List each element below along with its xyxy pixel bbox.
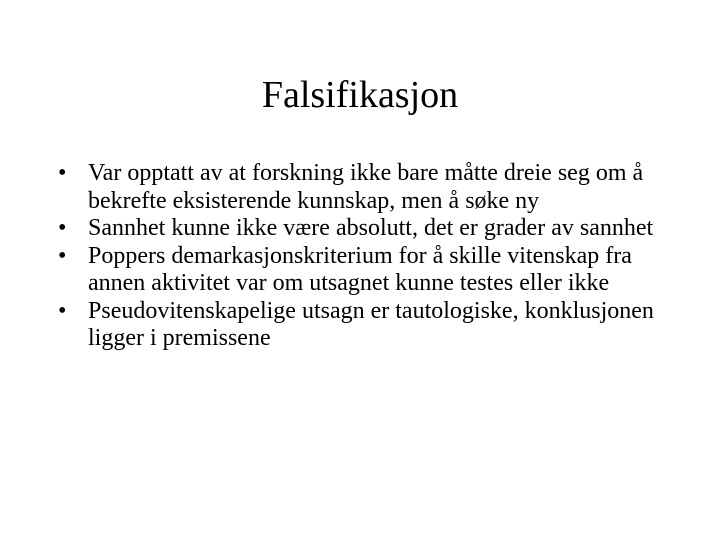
bullet-text: Poppers demarkasjonskriterium for å skille vitenskap fra annen aktivitet var om utsagnet kunne testes eller ikke — [88, 242, 632, 296]
bullet-item — [58, 243, 668, 298]
bullet-item — [58, 215, 668, 243]
slide-title: Falsifikasjon — [261, 74, 459, 116]
bullet-text: Sannhet kunne ikke være absolutt, det er grader av sannhet — [88, 215, 654, 241]
bullet-dot-icon: • — [58, 242, 67, 269]
bullet-list — [58, 160, 668, 353]
bullet-dot-icon: • — [58, 297, 67, 324]
bullet-item — [58, 160, 668, 215]
bullet-dot-icon: • — [58, 160, 67, 186]
bullet-text: Pseudovitenskapelige utsagn er tautologiske, konklusjonen ligger i premissene — [88, 297, 654, 351]
bullet-text: Var opptatt av at forskning ikke bare måtte dreie seg om å bekrefte eksisterende kunnskap, men å søke ny — [88, 160, 644, 214]
bullet-item — [58, 298, 668, 353]
bullet-dot-icon: • — [58, 215, 67, 241]
